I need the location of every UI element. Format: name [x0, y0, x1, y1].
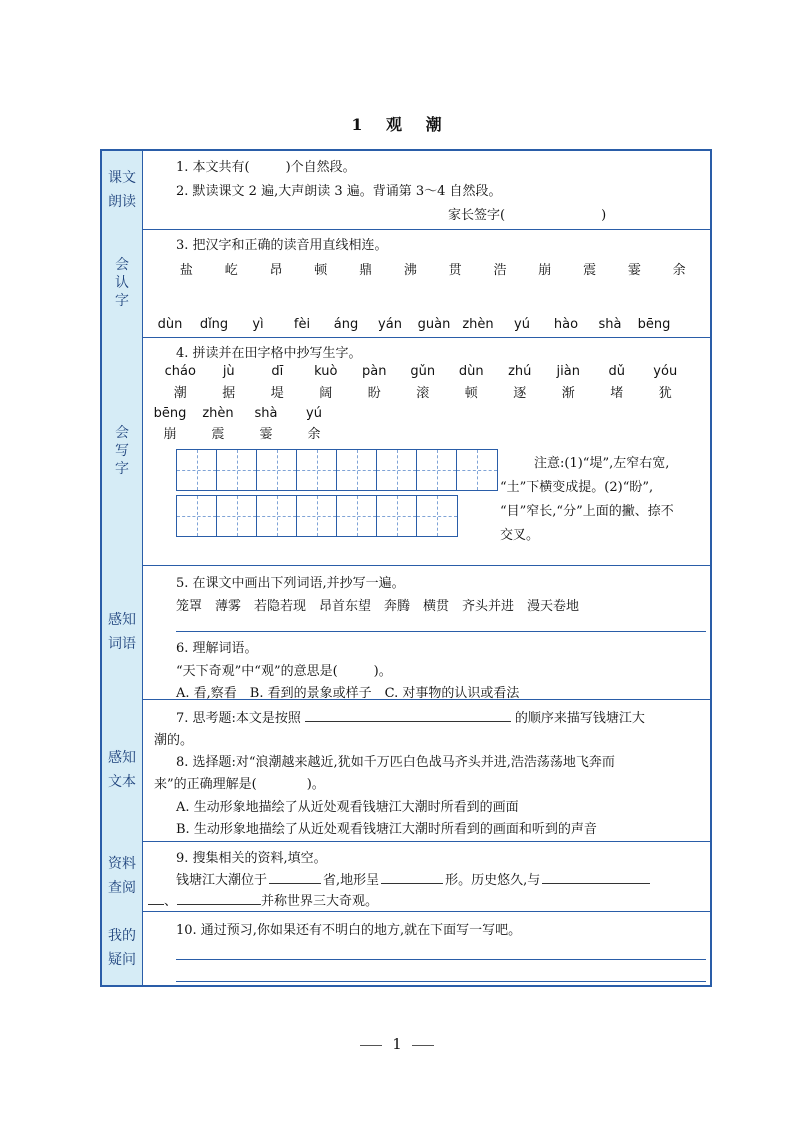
char-pinyin: cháo — [164, 364, 196, 379]
section-write — [102, 337, 710, 566]
recognize-char: 震 — [583, 263, 597, 278]
section-label — [102, 565, 143, 699]
section-vocab — [102, 565, 710, 700]
q7-blank[interactable] — [305, 707, 511, 722]
recognize-char: 崩 — [538, 263, 552, 278]
label-text: 会写字 — [115, 425, 129, 477]
q9-a: 钱塘江大潮位于 — [176, 873, 268, 888]
write-char: 滚 — [416, 386, 430, 401]
write-char: 渐 — [561, 386, 575, 401]
q9-d: 、 — [164, 894, 178, 909]
section-reading — [102, 151, 710, 230]
recognize-char: 沸 — [403, 263, 417, 278]
title-char-1: 观 — [386, 115, 404, 134]
q9-c: 形。历史悠久,与 — [445, 873, 541, 888]
label-text: 我的疑问 — [108, 928, 136, 968]
question-6-options: A. 看,察看 B. 看到的景象或样子 C. 对事物的认识或看法 — [176, 686, 520, 701]
section-label — [102, 699, 143, 841]
page-number — [0, 1035, 794, 1053]
question-10: 10. 通过预习,你如果还有不明白的地方,就在下面写一写吧。 — [176, 923, 522, 938]
label-text: 感知文本 — [108, 750, 136, 790]
shape-blank[interactable] — [381, 869, 443, 884]
write-char: 霎 — [259, 427, 273, 442]
section-recognize — [102, 229, 710, 338]
dash-left — [360, 1045, 382, 1046]
pinyin-option: bēng — [637, 317, 671, 332]
pinyin-option: shà — [598, 317, 622, 332]
section-label — [102, 229, 143, 337]
question-9: 9. 搜集相关的资料,填空。 — [176, 851, 327, 866]
write-char: 阔 — [319, 386, 333, 401]
question-6a — [176, 660, 392, 679]
write-char: 堵 — [610, 386, 624, 401]
note-line: 交叉。 — [500, 528, 540, 543]
question-9-fill — [176, 869, 650, 888]
recognize-char: 盐 — [179, 263, 193, 278]
q6a-post: )。 — [373, 664, 392, 679]
char-pinyin: shà — [254, 406, 278, 421]
q9-b: 省,地形呈 — [323, 873, 380, 888]
question-8: 8. 选择题:对“浪潮越来越近,犹如千万匹白色战马齐头并进,浩浩荡荡地飞奔而 — [176, 755, 615, 770]
question-9-cont — [148, 890, 378, 909]
title-char-2: 潮 — [425, 115, 443, 134]
note-line: “土”下横变成提。(2)“盼”, — [500, 480, 654, 495]
q6a-pre: “天下奇观”中“观”的意思是( — [176, 664, 338, 679]
lesson-title — [0, 112, 794, 135]
question-7 — [176, 707, 645, 726]
question-3: 3. 把汉字和正确的读音用直线相连。 — [176, 238, 388, 253]
recognize-char: 屹 — [224, 263, 238, 278]
pinyin-option: yán — [378, 317, 402, 332]
write-chars-row1 — [156, 382, 690, 401]
write-char: 堤 — [270, 386, 284, 401]
recognize-pinyin — [148, 317, 676, 332]
char-pinyin: kuò — [314, 364, 338, 379]
option-a: A. 生动形象地描绘了从近处观看钱塘江大潮时所看到的画面 — [176, 800, 519, 815]
write-char: 逐 — [513, 386, 527, 401]
char-pinyin: pàn — [362, 364, 387, 379]
pinyin-option: fèi — [293, 317, 311, 332]
section-text — [102, 699, 710, 842]
char-pinyin: zhú — [508, 364, 532, 379]
write-char: 震 — [211, 427, 225, 442]
write-char: 潮 — [173, 386, 187, 401]
question-1 — [176, 156, 356, 175]
answer-line[interactable] — [176, 959, 706, 960]
char-pinyin: gǔn — [410, 364, 436, 379]
section-questions — [102, 911, 710, 985]
option-b: B. 生动形象地描绘了从近处观看钱塘江大潮时所看到的画面和听到的声音 — [176, 822, 597, 837]
recognize-chars — [164, 259, 702, 278]
write-chars-row2 — [146, 423, 338, 442]
char-pinyin: jù — [222, 364, 235, 379]
copy-line[interactable] — [176, 631, 706, 632]
worksheet — [100, 149, 712, 987]
label-text: 会认字 — [115, 257, 129, 309]
wonder-blank-1[interactable] — [542, 869, 650, 884]
char-pinyin: yóu — [653, 364, 678, 379]
recognize-char: 昂 — [269, 263, 283, 278]
q8-post: )。 — [306, 777, 325, 792]
section-label — [102, 337, 143, 565]
pinyin-option: guàn — [417, 317, 451, 332]
label-text: 感知词语 — [108, 612, 136, 652]
note-line: 注意:(1)“堤”,左窄右宽, — [534, 456, 670, 471]
question-2: 2. 默读课文 2 遍,大声朗读 3 遍。背诵第 3～4 自然段。 — [176, 184, 502, 199]
writing-note — [500, 452, 710, 548]
q8-pre: 来”的正确理解是( — [154, 777, 257, 792]
write-char: 崩 — [163, 427, 177, 442]
recognize-char: 霎 — [627, 263, 641, 278]
char-pinyin: yú — [306, 406, 322, 421]
char-pinyin: bēng — [153, 406, 187, 421]
pinyin-option: dùn — [157, 317, 183, 332]
write-char: 犹 — [658, 386, 672, 401]
tianzige-row-2[interactable] — [176, 495, 458, 537]
write-char: 顿 — [464, 386, 478, 401]
char-pinyin: jiàn — [556, 364, 580, 379]
question-4: 4. 拼读并在田字格中抄写生字。 — [176, 346, 362, 361]
recognize-char: 鼎 — [359, 263, 373, 278]
pinyin-option: yú — [514, 317, 530, 332]
q1-pre: 1. 本文共有( — [176, 160, 250, 175]
wonder-blank-2[interactable] — [177, 890, 261, 905]
char-pinyin: dǔ — [608, 364, 625, 379]
lesson-number: 1 — [351, 115, 364, 134]
section-label — [102, 841, 143, 911]
write-pinyin-row1 — [156, 364, 690, 379]
question-5: 5. 在课文中画出下列词语,并抄写一遍。 — [176, 576, 405, 591]
char-pinyin: zhèn — [202, 406, 234, 421]
sign-post: ) — [601, 208, 607, 223]
recognize-char: 顿 — [314, 263, 328, 278]
section-label — [102, 911, 143, 985]
write-char: 据 — [222, 386, 236, 401]
q7-post: 的顺序来描写钱塘江大 — [514, 711, 645, 726]
q1-post: )个自然段。 — [285, 160, 356, 175]
question-7-cont: 潮的。 — [154, 733, 194, 748]
wonder-blank-1-cont[interactable] — [148, 890, 164, 905]
question-8-cont — [154, 773, 325, 792]
section-label — [102, 151, 143, 229]
pinyin-option: yì — [252, 317, 264, 332]
dash-right — [412, 1045, 434, 1046]
pinyin-option: dǐng — [199, 317, 229, 332]
write-pinyin-row2 — [146, 406, 338, 421]
recognize-char: 余 — [672, 263, 686, 278]
page-number-value: 1 — [392, 1035, 402, 1053]
parent-signature — [448, 204, 606, 223]
tianzige-row-1[interactable] — [176, 449, 498, 491]
vocab-words: 笼罩 薄雾 若隐若现 昂首东望 奔腾 横贯 齐头并进 漫天卷地 — [176, 599, 580, 614]
q7-pre: 7. 思考题:本文是按照 — [176, 711, 301, 726]
sign-pre: 家长签字( — [448, 208, 506, 223]
note-line: “目”窄长,“分”上面的撇、捺不 — [500, 504, 674, 519]
write-char: 盼 — [367, 386, 381, 401]
province-blank[interactable] — [269, 869, 321, 884]
label-text: 资料查阅 — [108, 856, 136, 896]
section-research — [102, 841, 710, 912]
pinyin-option: áng — [333, 317, 359, 332]
char-pinyin: dī — [271, 364, 284, 379]
label-text: 课文朗读 — [108, 170, 136, 210]
write-char: 余 — [307, 427, 321, 442]
pinyin-option: zhèn — [462, 317, 494, 332]
q9-e: 并称世界三大奇观。 — [261, 894, 379, 909]
question-6: 6. 理解词语。 — [176, 641, 258, 656]
recognize-char: 贯 — [448, 263, 462, 278]
char-pinyin: dùn — [458, 364, 484, 379]
recognize-char: 浩 — [493, 263, 507, 278]
pinyin-option: hào — [553, 317, 579, 332]
answer-line[interactable] — [176, 981, 706, 982]
